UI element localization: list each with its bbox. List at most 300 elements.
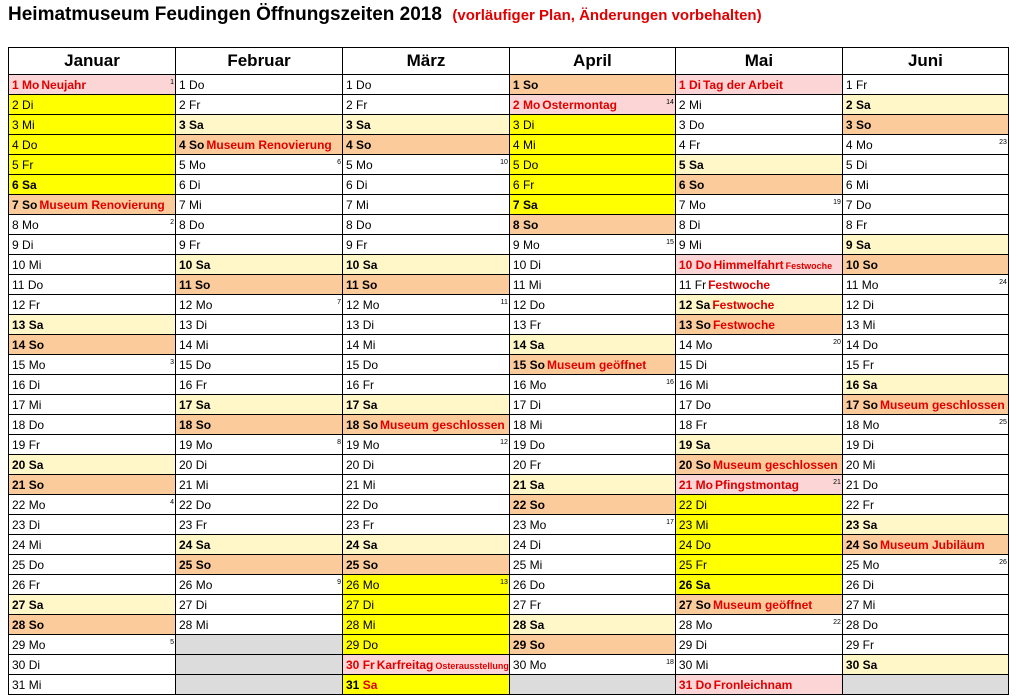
day-number: 27: [845, 597, 860, 612]
weekday: Do: [529, 297, 545, 312]
day-cell: [343, 295, 510, 315]
day-number: 12: [845, 297, 860, 312]
day-number: 30: [512, 657, 527, 672]
day-cell: [842, 595, 1008, 615]
weekday: Fr: [529, 457, 541, 472]
weekday: Do: [27, 277, 44, 292]
day-cell: [343, 555, 510, 575]
day-number: 4: [179, 137, 186, 152]
day-number: 4: [346, 137, 353, 152]
day-number: 5: [12, 157, 19, 172]
day-cell: [509, 95, 675, 115]
day-number: 14: [678, 337, 693, 352]
table-row: [9, 575, 1009, 595]
day-cell: [509, 535, 675, 555]
table-row: [9, 495, 1009, 515]
day-note: Museum geschlossen: [879, 397, 1005, 412]
day-cell: [176, 595, 343, 615]
day-number: 21: [845, 477, 860, 492]
day-cell: [842, 75, 1008, 95]
weekday: Fr: [189, 97, 201, 112]
weekday: Sa: [362, 677, 378, 692]
day-cell: [509, 515, 675, 535]
day-cell: [343, 115, 510, 135]
day-cell: [509, 315, 675, 335]
weekday: So: [862, 397, 878, 412]
table-row: [9, 595, 1009, 615]
day-number: 21: [12, 477, 26, 492]
day-number: 28: [678, 617, 693, 632]
table-row: [9, 215, 1009, 235]
weekday: Do: [529, 437, 545, 452]
weekday: Sa: [22, 177, 37, 192]
weekday: Mo: [195, 297, 213, 312]
weekday: Fr: [28, 437, 41, 452]
day-cell: [675, 175, 842, 195]
day-number: 15: [678, 357, 693, 372]
day-number: 10: [678, 257, 693, 272]
day-number: 28: [845, 617, 860, 632]
day-number: 19: [179, 437, 193, 452]
day-note: Festwoche: [708, 277, 771, 292]
day-number: 2: [845, 97, 853, 112]
weekday: So: [862, 537, 878, 552]
weekday: So: [522, 77, 539, 92]
day-cell: [842, 315, 1008, 335]
weekday: Do: [695, 677, 712, 692]
weekday: Di: [529, 257, 541, 272]
day-number: 24: [678, 537, 693, 552]
day-number: 21: [346, 477, 360, 492]
day-number: 22: [678, 497, 693, 512]
weekday: Fr: [28, 297, 41, 312]
day-number: 1: [346, 77, 353, 92]
day-cell: [842, 435, 1008, 455]
day-number: 11: [845, 277, 859, 292]
weekday: Di: [862, 297, 874, 312]
weekday: Di: [195, 457, 208, 472]
day-cell: [9, 455, 176, 475]
day-cell: [675, 215, 842, 235]
table-row: [9, 355, 1009, 375]
day-number: 26: [179, 577, 193, 592]
day-cell: [9, 675, 176, 695]
table-row: [9, 295, 1009, 315]
weekday: So: [695, 457, 711, 472]
day-number: 4: [512, 137, 520, 152]
week-number: 16: [666, 379, 674, 386]
table-row: [9, 475, 1009, 495]
day-number: 10: [12, 257, 26, 272]
day-number: 8: [678, 217, 686, 232]
day-number: 27: [179, 597, 193, 612]
weekday: Di: [695, 497, 707, 512]
table-row: [9, 175, 1009, 195]
weekday: Sa: [529, 337, 545, 352]
day-cell: [176, 355, 343, 375]
day-number: 12: [179, 297, 193, 312]
day-number: 13: [845, 317, 860, 332]
weekday: So: [529, 357, 545, 372]
day-cell: [509, 635, 675, 655]
day-cell: [343, 595, 510, 615]
day-cell: [343, 535, 510, 555]
weekday: Mi: [362, 617, 376, 632]
day-number: 11: [512, 277, 526, 292]
empty-cell: [842, 675, 1008, 695]
day-number: 10: [179, 257, 193, 272]
weekday: Fr: [862, 357, 874, 372]
day-cell: [9, 575, 176, 595]
table-row: [9, 155, 1009, 175]
weekday: Mi: [362, 477, 376, 492]
weekday: Di: [529, 397, 541, 412]
day-number: 30: [346, 657, 360, 672]
day-cell: [509, 495, 675, 515]
day-cell: [343, 95, 510, 115]
day-number: 31: [12, 677, 26, 692]
weekday: Sa: [195, 257, 211, 272]
week-number: 11: [500, 299, 508, 306]
weekday: Do: [189, 77, 205, 92]
day-number: 26: [678, 577, 693, 592]
weekday: Mo: [28, 637, 46, 652]
weekday: So: [189, 137, 205, 152]
weekday: So: [195, 277, 211, 292]
week-number: 21: [833, 479, 841, 486]
weekday: So: [688, 177, 705, 192]
day-number: 1: [845, 77, 853, 92]
weekday: Mi: [528, 277, 542, 292]
day-cell: [176, 295, 343, 315]
weekday: So: [522, 217, 539, 232]
weekday: Do: [189, 217, 205, 232]
day-number: 12: [678, 297, 693, 312]
weekday: Mo: [862, 417, 880, 432]
table-row: [9, 415, 1009, 435]
day-cell: [176, 435, 343, 455]
weekday: Fr: [362, 377, 375, 392]
weekday: Mi: [22, 117, 35, 132]
day-number: 30: [678, 657, 693, 672]
weekday: Mi: [195, 337, 209, 352]
day-number: 13: [12, 317, 26, 332]
table-row: [9, 535, 1009, 555]
day-cell: [343, 435, 510, 455]
weekday: Mi: [28, 397, 42, 412]
week-number: 12: [500, 439, 508, 446]
day-cell: [9, 375, 176, 395]
weekday: Di: [362, 457, 375, 472]
day-cell: [509, 395, 675, 415]
day-number: 19: [12, 437, 26, 452]
day-cell: [343, 615, 510, 635]
day-number: 28: [12, 617, 26, 632]
day-number: 24: [512, 537, 527, 552]
table-row: [9, 375, 1009, 395]
day-cell: [675, 475, 842, 495]
day-number: 18: [678, 417, 693, 432]
day-cell: [176, 155, 343, 175]
weekday: Sa: [28, 457, 44, 472]
day-cell: [509, 195, 675, 215]
day-cell: [675, 115, 842, 135]
day-number: 1: [12, 77, 19, 92]
day-cell: [675, 375, 842, 395]
weekday: Mi: [362, 337, 376, 352]
day-number: 25: [12, 557, 26, 572]
day-number: 26: [512, 577, 527, 592]
table-row: [9, 555, 1009, 575]
day-cell: [176, 395, 343, 415]
weekday: Di: [28, 517, 41, 532]
weekday: So: [695, 597, 711, 612]
weekday: Mi: [28, 677, 42, 692]
day-cell: [675, 415, 842, 435]
day-cell: [842, 395, 1008, 415]
day-number: 2: [12, 97, 19, 112]
day-note: Museum geschlossen: [712, 457, 838, 472]
day-number: 7: [845, 197, 853, 212]
week-number: 9: [337, 579, 341, 586]
weekday: Mo: [862, 557, 880, 572]
day-number: 22: [845, 497, 860, 512]
day-cell: [675, 435, 842, 455]
day-cell: [343, 75, 510, 95]
day-number: 17: [179, 397, 193, 412]
day-cell: [675, 555, 842, 575]
weekday: So: [362, 557, 379, 572]
day-cell: [842, 135, 1008, 155]
day-cell: [9, 295, 176, 315]
weekday: Fr: [189, 237, 201, 252]
weekday: Fr: [356, 237, 368, 252]
day-cell: [842, 375, 1008, 395]
day-number: 31: [678, 677, 693, 692]
day-number: 20: [845, 457, 860, 472]
day-cell: [675, 615, 842, 635]
weekday: Sa: [529, 617, 545, 632]
day-number: 2: [346, 97, 353, 112]
weekday: Sa: [862, 517, 878, 532]
week-number: 24: [999, 279, 1007, 286]
weekday: Fr: [356, 97, 368, 112]
page-title: [8, 4, 762, 30]
day-note: Fronleichnam: [713, 677, 793, 692]
day-number: 14: [845, 337, 860, 352]
weekday: Mo: [688, 197, 706, 212]
day-number: 10: [512, 257, 527, 272]
weekday: Sa: [362, 257, 378, 272]
day-cell: [509, 115, 675, 135]
day-cell: [176, 75, 343, 95]
week-number: 5: [170, 639, 174, 646]
day-cell: [842, 335, 1008, 355]
day-number: 6: [346, 177, 353, 192]
weekday: Do: [695, 257, 712, 272]
weekday: Do: [862, 337, 878, 352]
table-row: [9, 235, 1009, 255]
day-cell: [675, 395, 842, 415]
day-number: 7: [678, 197, 686, 212]
week-number: 22: [833, 619, 841, 626]
weekday: Do: [362, 357, 379, 372]
day-number: 23: [845, 517, 860, 532]
day-number: 9: [678, 237, 686, 252]
day-cell: [842, 295, 1008, 315]
weekday: Di: [28, 377, 41, 392]
weekday: Mo: [861, 277, 879, 292]
weekday: Mi: [688, 237, 702, 252]
weekday: Sa: [362, 537, 378, 552]
day-number: 28: [179, 617, 193, 632]
weekday: Fr: [28, 577, 41, 592]
day-cell: [509, 295, 675, 315]
day-cell: [343, 355, 510, 375]
week-number: 14: [666, 99, 674, 106]
day-cell: [9, 235, 176, 255]
day-cell: [842, 455, 1008, 475]
day-cell: [176, 455, 343, 475]
day-number: 13: [179, 317, 193, 332]
day-number: 5: [346, 157, 353, 172]
day-number: 22: [512, 497, 527, 512]
weekday: So: [362, 277, 378, 292]
weekday: Mi: [28, 537, 42, 552]
day-number: 14: [12, 337, 26, 352]
day-cell: [509, 475, 675, 495]
weekday: Mi: [356, 197, 369, 212]
day-cell: [176, 575, 343, 595]
weekday: So: [195, 417, 212, 432]
day-number: 18: [12, 417, 26, 432]
table-row: [9, 95, 1009, 115]
weekday: So: [28, 337, 45, 352]
day-cell: [9, 75, 176, 95]
day-cell: [675, 515, 842, 535]
day-note: Neujahr: [41, 77, 87, 92]
weekday: Fr: [362, 517, 375, 532]
weekday: Mo: [28, 357, 46, 372]
day-cell: [675, 635, 842, 655]
day-cell: [675, 135, 842, 155]
day-cell: [675, 195, 842, 215]
table-row: [9, 275, 1009, 295]
day-note: Tag der Arbeit: [702, 77, 783, 92]
day-cell: [842, 355, 1008, 375]
day-number: 8: [512, 217, 520, 232]
weekday: Mo: [855, 137, 873, 152]
day-cell: [9, 315, 176, 335]
day-cell: [343, 635, 510, 655]
day-cell: [509, 335, 675, 355]
weekday: Mo: [529, 517, 547, 532]
day-cell: [9, 115, 176, 135]
day-number: 8: [179, 217, 186, 232]
day-note: Himmelfahrt: [713, 257, 784, 272]
weekday: Sa: [862, 657, 878, 672]
day-cell: [509, 455, 675, 475]
day-cell: [842, 475, 1008, 495]
day-number: 11: [12, 277, 25, 292]
day-number: 20: [12, 457, 26, 472]
day-number: 10: [346, 257, 360, 272]
day-cell: [176, 315, 343, 335]
weekday: So: [862, 257, 878, 272]
day-cell: [343, 675, 510, 695]
day-cell: [176, 535, 343, 555]
day-cell: [343, 255, 510, 275]
empty-cell: [509, 675, 675, 695]
day-number: 27: [346, 597, 360, 612]
day-number: 17: [346, 397, 360, 412]
day-number: 25: [179, 557, 193, 572]
day-cell: [675, 455, 842, 475]
weekday: Sa: [688, 157, 704, 172]
day-number: 6: [179, 177, 186, 192]
weekday: Do: [195, 497, 212, 512]
day-cell: [9, 195, 176, 215]
day-number: 1: [512, 77, 520, 92]
day-number: 31: [346, 677, 360, 692]
weekday: Di: [529, 537, 541, 552]
weekday: Di: [862, 437, 874, 452]
weekday: Mo: [522, 237, 540, 252]
day-number: 18: [512, 417, 527, 432]
weekday: Mo: [529, 377, 547, 392]
weekday: Sa: [28, 597, 44, 612]
day-number: 15: [179, 357, 193, 372]
day-number: 7: [512, 197, 520, 212]
day-number: 12: [12, 297, 26, 312]
day-cell: [842, 555, 1008, 575]
weekday: Mo: [695, 617, 713, 632]
table-row: [9, 315, 1009, 335]
month-header-januar: Januar: [9, 48, 176, 75]
weekday: Di: [362, 317, 375, 332]
day-number: 30: [12, 657, 26, 672]
table-row: [9, 455, 1009, 475]
day-cell: [509, 135, 675, 155]
weekday: Mi: [695, 377, 709, 392]
day-cell: [675, 495, 842, 515]
day-cell: [176, 135, 343, 155]
day-number: 23: [12, 517, 26, 532]
day-number: 8: [845, 217, 853, 232]
day-number: 8: [12, 217, 19, 232]
day-note: Museum geöffnet: [712, 597, 813, 612]
day-number: 11: [678, 277, 692, 292]
weekday: Di: [22, 97, 34, 112]
day-number: 17: [512, 397, 527, 412]
day-cell: [509, 355, 675, 375]
day-number: 1: [678, 77, 686, 92]
day-number: 25: [512, 557, 527, 572]
weekday: Di: [195, 317, 208, 332]
day-cell: [842, 195, 1008, 215]
day-number: 27: [512, 597, 527, 612]
day-cell: [9, 215, 176, 235]
day-cell: [509, 415, 675, 435]
weekday: So: [356, 137, 372, 152]
day-number: 18: [346, 417, 360, 432]
day-cell: [9, 395, 176, 415]
day-number: 21: [179, 477, 193, 492]
day-note: Museum Renovierung: [39, 197, 165, 212]
day-cell: [176, 555, 343, 575]
weekday: Di: [28, 657, 41, 672]
day-cell: [509, 575, 675, 595]
